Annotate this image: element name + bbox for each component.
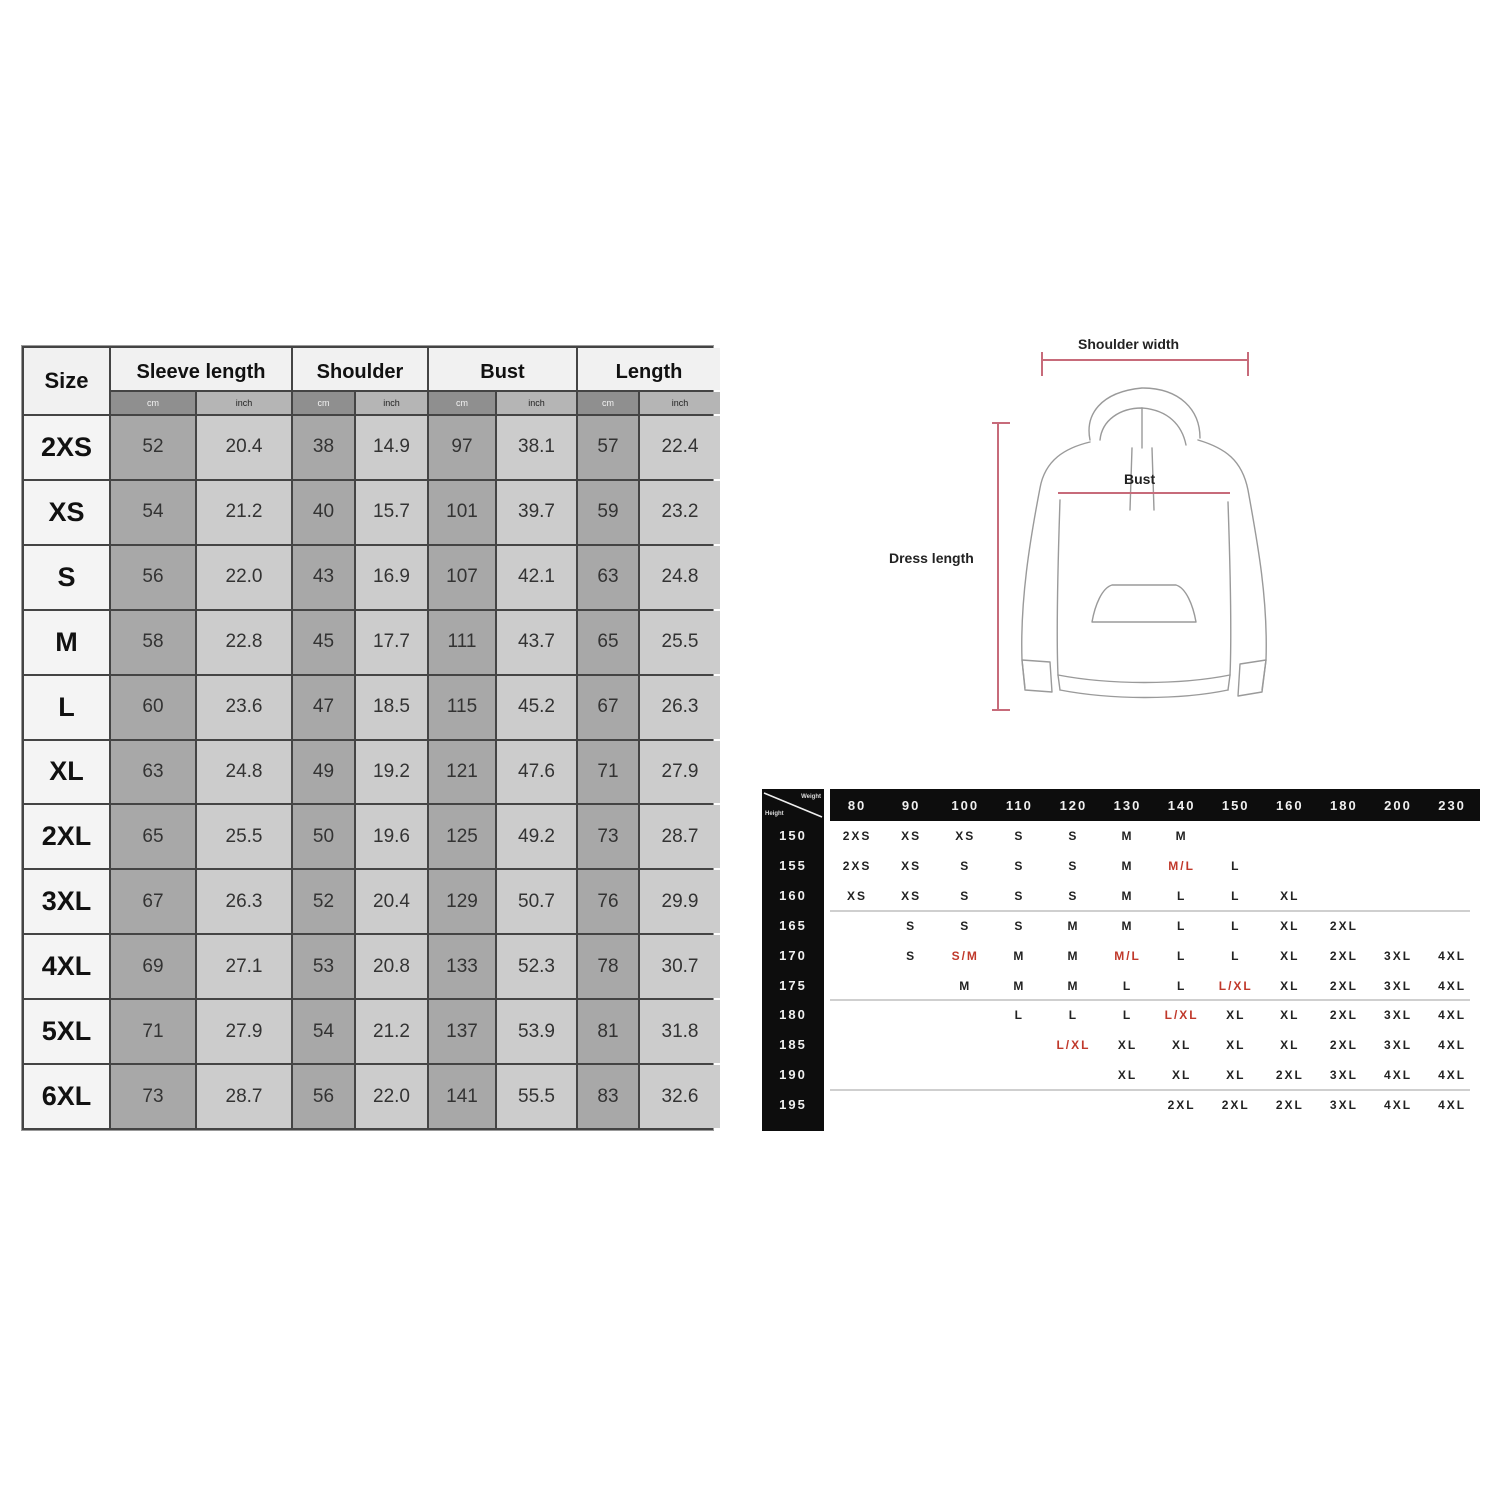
size-label: 2XS <box>24 416 109 479</box>
measurement-cell: 23.2 <box>640 481 720 544</box>
weight-header-cell: 230 <box>1438 797 1466 813</box>
size-recommendation-cell: 3XL <box>1384 1038 1413 1053</box>
size-recommendation-cell: XL <box>1280 978 1300 993</box>
measurement-cell: 67 <box>111 870 195 933</box>
measurement-cell: 53.9 <box>497 1000 576 1063</box>
size-recommendation-cell: 2XL <box>1329 1008 1358 1023</box>
measurement-cell: 129 <box>429 870 495 933</box>
size-recommendation-cell: M <box>1175 829 1188 843</box>
unit-inch-header: inch <box>497 392 576 414</box>
size-recommendation-cell: XL <box>1280 948 1300 963</box>
measurement-cell: 50.7 <box>497 870 576 933</box>
size-recommendation-cell: S <box>1014 858 1025 873</box>
measurement-cell: 28.7 <box>197 1065 291 1128</box>
size-recommendation-cell: L <box>1231 858 1241 873</box>
size-recommendation-cell: S <box>960 858 971 873</box>
size-recommendation-cell: XS <box>955 829 976 843</box>
row-divider <box>830 1089 1470 1091</box>
size-recommendation-cell: M <box>1121 888 1134 903</box>
size-column-header: Size <box>24 348 109 414</box>
hw-corner-height: Height <box>765 811 784 817</box>
unit-cm-header: cm <box>293 392 354 414</box>
measurement-cell: 25.5 <box>197 805 291 868</box>
height-header-cell: 180 <box>779 1007 807 1023</box>
size-recommendation-cell: M <box>1067 978 1080 993</box>
unit-inch-header: inch <box>356 392 427 414</box>
measurement-cell: 29.9 <box>640 870 720 933</box>
weight-header-cell: 80 <box>847 797 867 813</box>
measurement-cell: 69 <box>111 935 195 998</box>
size-recommendation-cell: 4XL <box>1438 978 1467 993</box>
size-recommendation-cell: S <box>906 948 917 963</box>
height-header-cell: 165 <box>779 917 807 933</box>
measurement-cell: 78 <box>578 935 638 998</box>
measurement-cell: 24.8 <box>640 546 720 609</box>
size-label: L <box>24 676 109 739</box>
measurement-cell: 57 <box>578 416 638 479</box>
height-header-cell: 175 <box>779 977 807 993</box>
measurement-cell: 25.5 <box>640 611 720 674</box>
height-header-cell: 155 <box>779 857 807 873</box>
hw-corner-weight: Weight <box>801 794 821 800</box>
size-recommendation-cell: 3XL <box>1329 1068 1358 1083</box>
size-label: XL <box>24 741 109 804</box>
size-recommendation-cell: L/XL <box>1056 1038 1091 1053</box>
hw-height-column <box>762 821 824 1131</box>
size-recommendation-cell: 4XL <box>1438 1008 1467 1023</box>
measurement-cell: 76 <box>578 870 638 933</box>
size-recommendation-cell: 4XL <box>1438 1068 1467 1083</box>
measurement-cell: 55.5 <box>497 1065 576 1128</box>
size-recommendation-cell: XL <box>1226 1008 1246 1023</box>
size-recommendation-cell: XL <box>1226 1068 1246 1083</box>
size-recommendation-cell: M <box>1067 918 1080 933</box>
size-recommendation-cell: 2XL <box>1329 948 1358 963</box>
measurement-cell: 65 <box>111 805 195 868</box>
size-recommendation-cell: 2XS <box>842 829 872 843</box>
measurement-cell: 83 <box>578 1065 638 1128</box>
measurement-cell: 21.2 <box>197 481 291 544</box>
measurement-cell: 107 <box>429 546 495 609</box>
measurement-cell: 20.4 <box>197 416 291 479</box>
measurement-cell: 45 <box>293 611 354 674</box>
weight-header-cell: 160 <box>1275 797 1304 813</box>
size-recommendation-cell: S <box>1014 918 1025 933</box>
size-recommendation-cell: 2XL <box>1275 1068 1304 1083</box>
size-recommendation-cell: M <box>1013 978 1026 993</box>
measurement-cell: 60 <box>111 676 195 739</box>
measurement-cell: 125 <box>429 805 495 868</box>
hw-corner-cell <box>762 789 824 821</box>
size-recommendation-cell: S <box>1068 829 1079 843</box>
weight-header-cell: 100 <box>951 797 980 813</box>
measurement-cell: 65 <box>578 611 638 674</box>
measurement-cell: 73 <box>111 1065 195 1128</box>
size-recommendation-cell: M/L <box>1168 858 1195 873</box>
size-recommendation-cell: M/L <box>1114 948 1141 963</box>
measurement-cell: 27.1 <box>197 935 291 998</box>
measurement-cell: 43 <box>293 546 354 609</box>
weight-header-cell: 120 <box>1059 797 1088 813</box>
size-recommendation-cell: 4XL <box>1438 948 1467 963</box>
unit-inch-header: inch <box>197 392 291 414</box>
size-recommendation-cell: XS <box>901 858 922 873</box>
measurement-cell: 121 <box>429 741 495 804</box>
size-label: S <box>24 546 109 609</box>
size-recommendation-cell: 4XL <box>1384 1068 1413 1083</box>
size-recommendation-cell: 3XL <box>1384 948 1413 963</box>
measurement-cell: 97 <box>429 416 495 479</box>
measurement-cell: 111 <box>429 611 495 674</box>
measurement-cell: 32.6 <box>640 1065 720 1128</box>
height-header-cell: 160 <box>779 887 807 903</box>
measurement-cell: 42.1 <box>497 546 576 609</box>
measurement-cell: 141 <box>429 1065 495 1128</box>
measurement-cell: 20.4 <box>356 870 427 933</box>
measurement-cell: 30.7 <box>640 935 720 998</box>
size-recommendation-cell: S <box>1068 888 1079 903</box>
unit-inch-header: inch <box>640 392 720 414</box>
measurement-cell: 47.6 <box>497 741 576 804</box>
measurement-cell: 73 <box>578 805 638 868</box>
size-recommendation-cell: 4XL <box>1384 1098 1413 1113</box>
size-recommendation-cell: L <box>1122 1008 1133 1023</box>
measure-group-header: Length <box>578 348 720 390</box>
measurement-cell: 22.0 <box>197 546 291 609</box>
measurement-cell: 71 <box>578 741 638 804</box>
size-recommendation-cell: L <box>1231 888 1241 903</box>
measurement-cell: 81 <box>578 1000 638 1063</box>
measurement-cell: 21.2 <box>356 1000 427 1063</box>
measurement-cell: 101 <box>429 481 495 544</box>
size-recommendation-cell: 4XL <box>1438 1098 1467 1113</box>
measurement-cell: 133 <box>429 935 495 998</box>
size-recommendation-cell: 3XL <box>1384 1008 1413 1023</box>
measurement-cell: 67 <box>578 676 638 739</box>
measurement-cell: 43.7 <box>497 611 576 674</box>
measurement-cell: 40 <box>293 481 354 544</box>
size-recommendation-cell: 2XL <box>1221 1098 1250 1113</box>
size-label: 5XL <box>24 1000 109 1063</box>
size-recommendation-cell: L <box>1068 1008 1079 1023</box>
size-label: XS <box>24 481 109 544</box>
size-recommendation-cell: S <box>1014 829 1025 843</box>
size-recommendation-cell: XL <box>1280 1008 1300 1023</box>
unit-cm-header: cm <box>429 392 495 414</box>
measurement-cell: 63 <box>111 741 195 804</box>
measurement-cell: 137 <box>429 1000 495 1063</box>
hoodie-outline-icon <box>880 330 1280 730</box>
size-recommendation-cell: S <box>906 918 917 933</box>
measurement-cell: 19.6 <box>356 805 427 868</box>
height-header-cell: 185 <box>779 1037 807 1053</box>
hoodie-diagram <box>880 330 1280 730</box>
measurement-cell: 38.1 <box>497 416 576 479</box>
measurement-cell: 22.0 <box>356 1065 427 1128</box>
measurement-cell: 52.3 <box>497 935 576 998</box>
size-recommendation-cell: L <box>1231 948 1241 963</box>
unit-cm-header: cm <box>111 392 195 414</box>
weight-header-cell: 140 <box>1167 797 1196 813</box>
size-recommendation-cell: XL <box>1280 1038 1300 1053</box>
size-recommendation-cell: 2XL <box>1275 1098 1304 1113</box>
measurement-cell: 39.7 <box>497 481 576 544</box>
size-recommendation-cell: 4XL <box>1438 1038 1467 1053</box>
size-chart-table <box>21 345 714 1131</box>
height-header-cell: 190 <box>779 1067 807 1083</box>
weight-header-cell: 180 <box>1330 797 1358 813</box>
measurement-cell: 27.9 <box>197 1000 291 1063</box>
measure-group-header: Bust <box>429 348 576 390</box>
size-recommendation-cell: XS <box>901 888 922 903</box>
measurement-cell: 18.5 <box>356 676 427 739</box>
size-recommendation-cell: M <box>1067 948 1080 963</box>
size-recommendation-cell: 3XL <box>1384 978 1413 993</box>
size-recommendation-cell: L <box>1176 888 1187 903</box>
height-weight-table <box>762 789 1480 1131</box>
size-recommendation-cell: 3XL <box>1329 1098 1358 1113</box>
measurement-cell: 23.6 <box>197 676 291 739</box>
weight-header-cell: 110 <box>1005 797 1033 813</box>
measurement-cell: 54 <box>111 481 195 544</box>
hw-weight-header <box>830 789 1480 821</box>
size-recommendation-cell: M <box>1121 829 1134 843</box>
size-recommendation-cell: XL <box>1171 1068 1192 1083</box>
dress-length-label: Dress length <box>889 550 974 566</box>
measurement-cell: 22.8 <box>197 611 291 674</box>
measurement-cell: 16.9 <box>356 546 427 609</box>
size-recommendation-cell: M <box>1013 948 1026 963</box>
size-recommendation-cell: L <box>1231 918 1241 933</box>
size-label: 3XL <box>24 870 109 933</box>
measurement-cell: 26.3 <box>640 676 720 739</box>
measure-group-header: Sleeve length <box>111 348 291 390</box>
size-recommendation-cell: S <box>1014 888 1025 903</box>
measurement-cell: 50 <box>293 805 354 868</box>
measurement-cell: 59 <box>578 481 638 544</box>
measurement-cell: 22.4 <box>640 416 720 479</box>
size-recommendation-cell: S/M <box>951 948 979 963</box>
measurement-cell: 52 <box>293 870 354 933</box>
measurement-cell: 115 <box>429 676 495 739</box>
size-recommendation-cell: L <box>1176 948 1187 963</box>
measurement-cell: 38 <box>293 416 354 479</box>
measurement-cell: 71 <box>111 1000 195 1063</box>
size-recommendation-cell: XS <box>901 829 922 843</box>
measurement-cell: 15.7 <box>356 481 427 544</box>
measurement-cell: 27.9 <box>640 741 720 804</box>
measure-group-header: Shoulder <box>293 348 427 390</box>
size-recommendation-cell: XL <box>1226 1038 1246 1053</box>
size-recommendation-cell: XL <box>1117 1068 1138 1083</box>
measurement-cell: 31.8 <box>640 1000 720 1063</box>
size-recommendation-cell: 2XL <box>1329 918 1358 933</box>
measurement-cell: 28.7 <box>640 805 720 868</box>
measurement-cell: 49.2 <box>497 805 576 868</box>
shoulder-width-label: Shoulder width <box>1078 336 1180 352</box>
measurement-cell: 63 <box>578 546 638 609</box>
size-recommendation-cell: XS <box>847 888 868 903</box>
row-divider <box>830 999 1470 1001</box>
bust-label: Bust <box>1124 471 1156 487</box>
row-divider <box>830 910 1470 912</box>
size-recommendation-cell: 2XS <box>842 858 872 873</box>
size-recommendation-cell: 2XL <box>1167 1098 1196 1113</box>
size-label: 4XL <box>24 935 109 998</box>
size-label: 2XL <box>24 805 109 868</box>
size-label: 6XL <box>24 1065 109 1128</box>
size-recommendation-cell: L <box>1122 978 1133 993</box>
size-recommendation-cell: 2XL <box>1329 1038 1358 1053</box>
size-recommendation-cell: XL <box>1171 1038 1192 1053</box>
size-recommendation-cell: L <box>1176 918 1187 933</box>
unit-cm-header: cm <box>578 392 638 414</box>
size-recommendation-cell: XL <box>1280 918 1300 933</box>
measurement-cell: 56 <box>293 1065 354 1128</box>
measurement-cell: 56 <box>111 546 195 609</box>
weight-header-cell: 200 <box>1384 797 1412 813</box>
measurement-cell: 58 <box>111 611 195 674</box>
weight-header-cell: 90 <box>901 797 921 813</box>
weight-header-cell: 130 <box>1113 797 1142 813</box>
size-recommendation-cell: L/XL <box>1218 978 1253 993</box>
size-recommendation-cell: M <box>1121 858 1134 873</box>
measurement-cell: 14.9 <box>356 416 427 479</box>
measurement-cell: 54 <box>293 1000 354 1063</box>
weight-header-cell: 150 <box>1221 797 1250 813</box>
measurement-cell: 19.2 <box>356 741 427 804</box>
measurement-cell: 53 <box>293 935 354 998</box>
size-recommendation-cell: S <box>1068 858 1079 873</box>
size-label: M <box>24 611 109 674</box>
size-recommendation-cell: M <box>959 978 972 993</box>
size-recommendation-cell: L <box>1176 978 1187 993</box>
measurement-cell: 47 <box>293 676 354 739</box>
size-recommendation-cell: L/XL <box>1164 1008 1199 1023</box>
size-recommendation-cell: S <box>960 918 971 933</box>
measurement-cell: 24.8 <box>197 741 291 804</box>
size-recommendation-cell: M <box>1121 918 1134 933</box>
height-header-cell: 150 <box>779 828 807 843</box>
measurement-cell: 17.7 <box>356 611 427 674</box>
size-recommendation-cell: XL <box>1117 1038 1138 1053</box>
size-recommendation-cell: S <box>960 888 971 903</box>
measurement-cell: 52 <box>111 416 195 479</box>
size-recommendation-cell: L <box>1014 1008 1025 1023</box>
height-header-cell: 170 <box>779 947 807 963</box>
measurement-cell: 20.8 <box>356 935 427 998</box>
measurement-cell: 49 <box>293 741 354 804</box>
size-recommendation-cell: 2XL <box>1329 978 1358 993</box>
size-recommendation-cell: XL <box>1280 888 1300 903</box>
measurement-cell: 26.3 <box>197 870 291 933</box>
height-header-cell: 195 <box>779 1097 807 1113</box>
measurement-cell: 45.2 <box>497 676 576 739</box>
